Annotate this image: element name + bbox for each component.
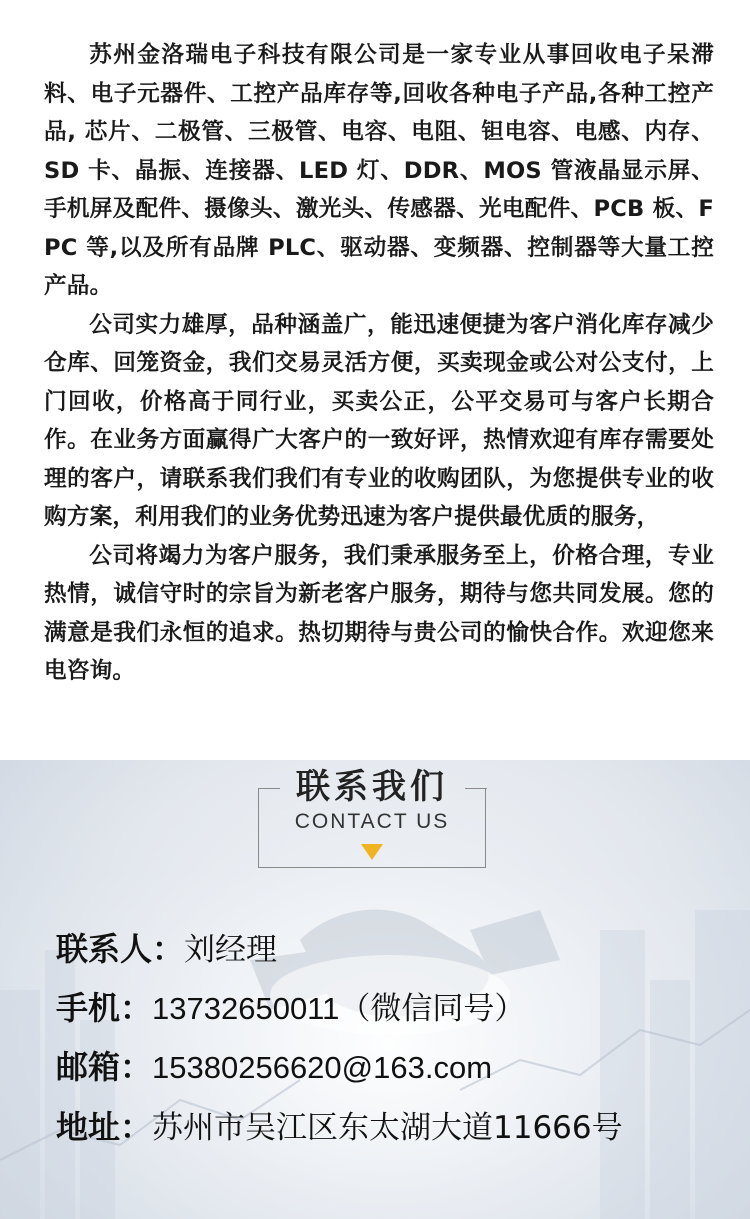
phone-value: 13732650011（微信同号） — [152, 991, 526, 1026]
contact-person-row — [56, 924, 736, 974]
intro-paragraph: 苏州金洛瑞电子科技有限公司是一家专业从事回收电子呆滞料、电子元器件、工控产品库存等,回收各种电子产品,各种工控产品, 芯片、二极管、三极管、电容、电阻、钽电容、电感、内存、SD 卡、晶振、连接器、LED 灯、DDR、MOS 管液晶显示屏、手机屏及配件、摄像头、激光头、传感器、光电配件、PCB 板、FPC 等,以及所有品牌 PLC、驱动器、变频器、控制器等大量工控产品。 — [44, 42, 714, 299]
email-label: 邮箱： — [56, 1048, 153, 1086]
address-label: 地址： — [56, 1108, 153, 1146]
email-value: 15380256620@163.com — [152, 1050, 493, 1085]
contact-subtitle: CONTACT US — [294, 810, 450, 833]
down-arrow-icon — [361, 844, 383, 860]
intro-paragraph: 公司将竭力为客户服务，我们秉承服务至上，价格合理，专业热情，诚信守时的宗旨为新老客户服务，期待与您共同发展。您的满意是我们永恒的追求。热切期待与贵公司的愉快合作。欢迎您来电咨询。 — [44, 542, 714, 684]
contact-title: 联系我们 — [296, 767, 448, 807]
email-row — [56, 1042, 736, 1092]
company-intro — [44, 36, 714, 691]
address-row — [56, 1102, 736, 1152]
phone-row — [56, 983, 736, 1033]
contact-person-label: 联系人： — [56, 930, 185, 968]
contact-person-value: 刘经理 — [184, 932, 278, 968]
address-value: 苏州市吴江区东太湖大道11666号 — [152, 1110, 623, 1146]
phone-label: 手机： — [56, 989, 153, 1027]
intro-paragraph: 公司实力雄厚，品种涵盖广，能迅速便捷为客户消化库存减少仓库、回笼资金，我们交易灵活方便，买卖现金或公对公支付，上门回收，价格高于同行业，买卖公正，公平交易可与客户长期合作。在业务方面赢得广大客户的一致好评，热情欢迎有库存需要处理的客户，请联系我们我们有专业的收购团队，为您提供专业的收购方案，利用我们的业务优势迅速为客户提供最优质的服务， — [44, 311, 714, 530]
